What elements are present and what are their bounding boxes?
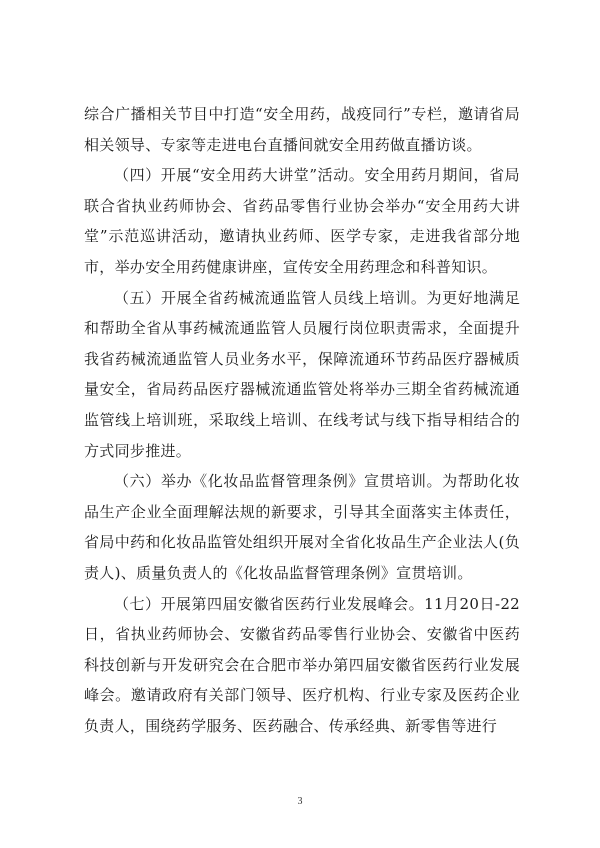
- page-number: 3: [297, 796, 303, 807]
- paragraph-section-7: （七）开展第四届安徽省医药行业发展峰会。11月20日-22日，省执业药师协会、安徽省药品零售行业协会、安徽省中医药科技创新与开发研究会在合肥市举办第四届安徽省医药行业发展峰会。邀请政府有关部门领导、医疗机构、行业专家及医药企业负责人，围绕药学服务、医药融合、传承经典、新零售等进行: [84, 594, 520, 735]
- body-text: [84, 99, 520, 741]
- paragraph-section-4: （四）开展“安全用药大讲堂”活动。安全用药月期间，省局联合省执业药师协会、省药品零售行业协会举办“安全用药大讲堂”示范巡讲活动，邀请执业药师、医学专家，走进我省部分地市，举办安全用药健康讲座，宣传安全用药理念和科普知识。: [84, 166, 520, 276]
- paragraph-section-6: （六）举办《化妆品监督管理条例》宣贯培训。为帮助化妆品生产企业全面理解法规的新要求，引导其全面落实主体责任，省局中药和化妆品监管处组织开展对全省化妆品生产企业法人(负责人)、质量负责人的《化妆品监督管理条例》宣贯培训。: [84, 472, 520, 582]
- paragraph-continuation: 综合广播相关节目中打造“安全用药，战疫同行”专栏，邀请省局相关领导、专家等走进电台直播间就安全用药做直播访谈。: [84, 105, 520, 154]
- paragraph-section-5: （五）开展全省药械流通监管人员线上培训。为更好地满足和帮助全省从事药械流通监管人员履行岗位职责需求，全面提升我省药械流通监管人员业务水平，保障流通环节药品医疗器械质量安全，省局药品医疗器械流通监管处将举办三期全省药械流通监管线上培训班，采取线上培训、在线考试与线下指导相结合的方式同步推进。: [84, 288, 520, 460]
